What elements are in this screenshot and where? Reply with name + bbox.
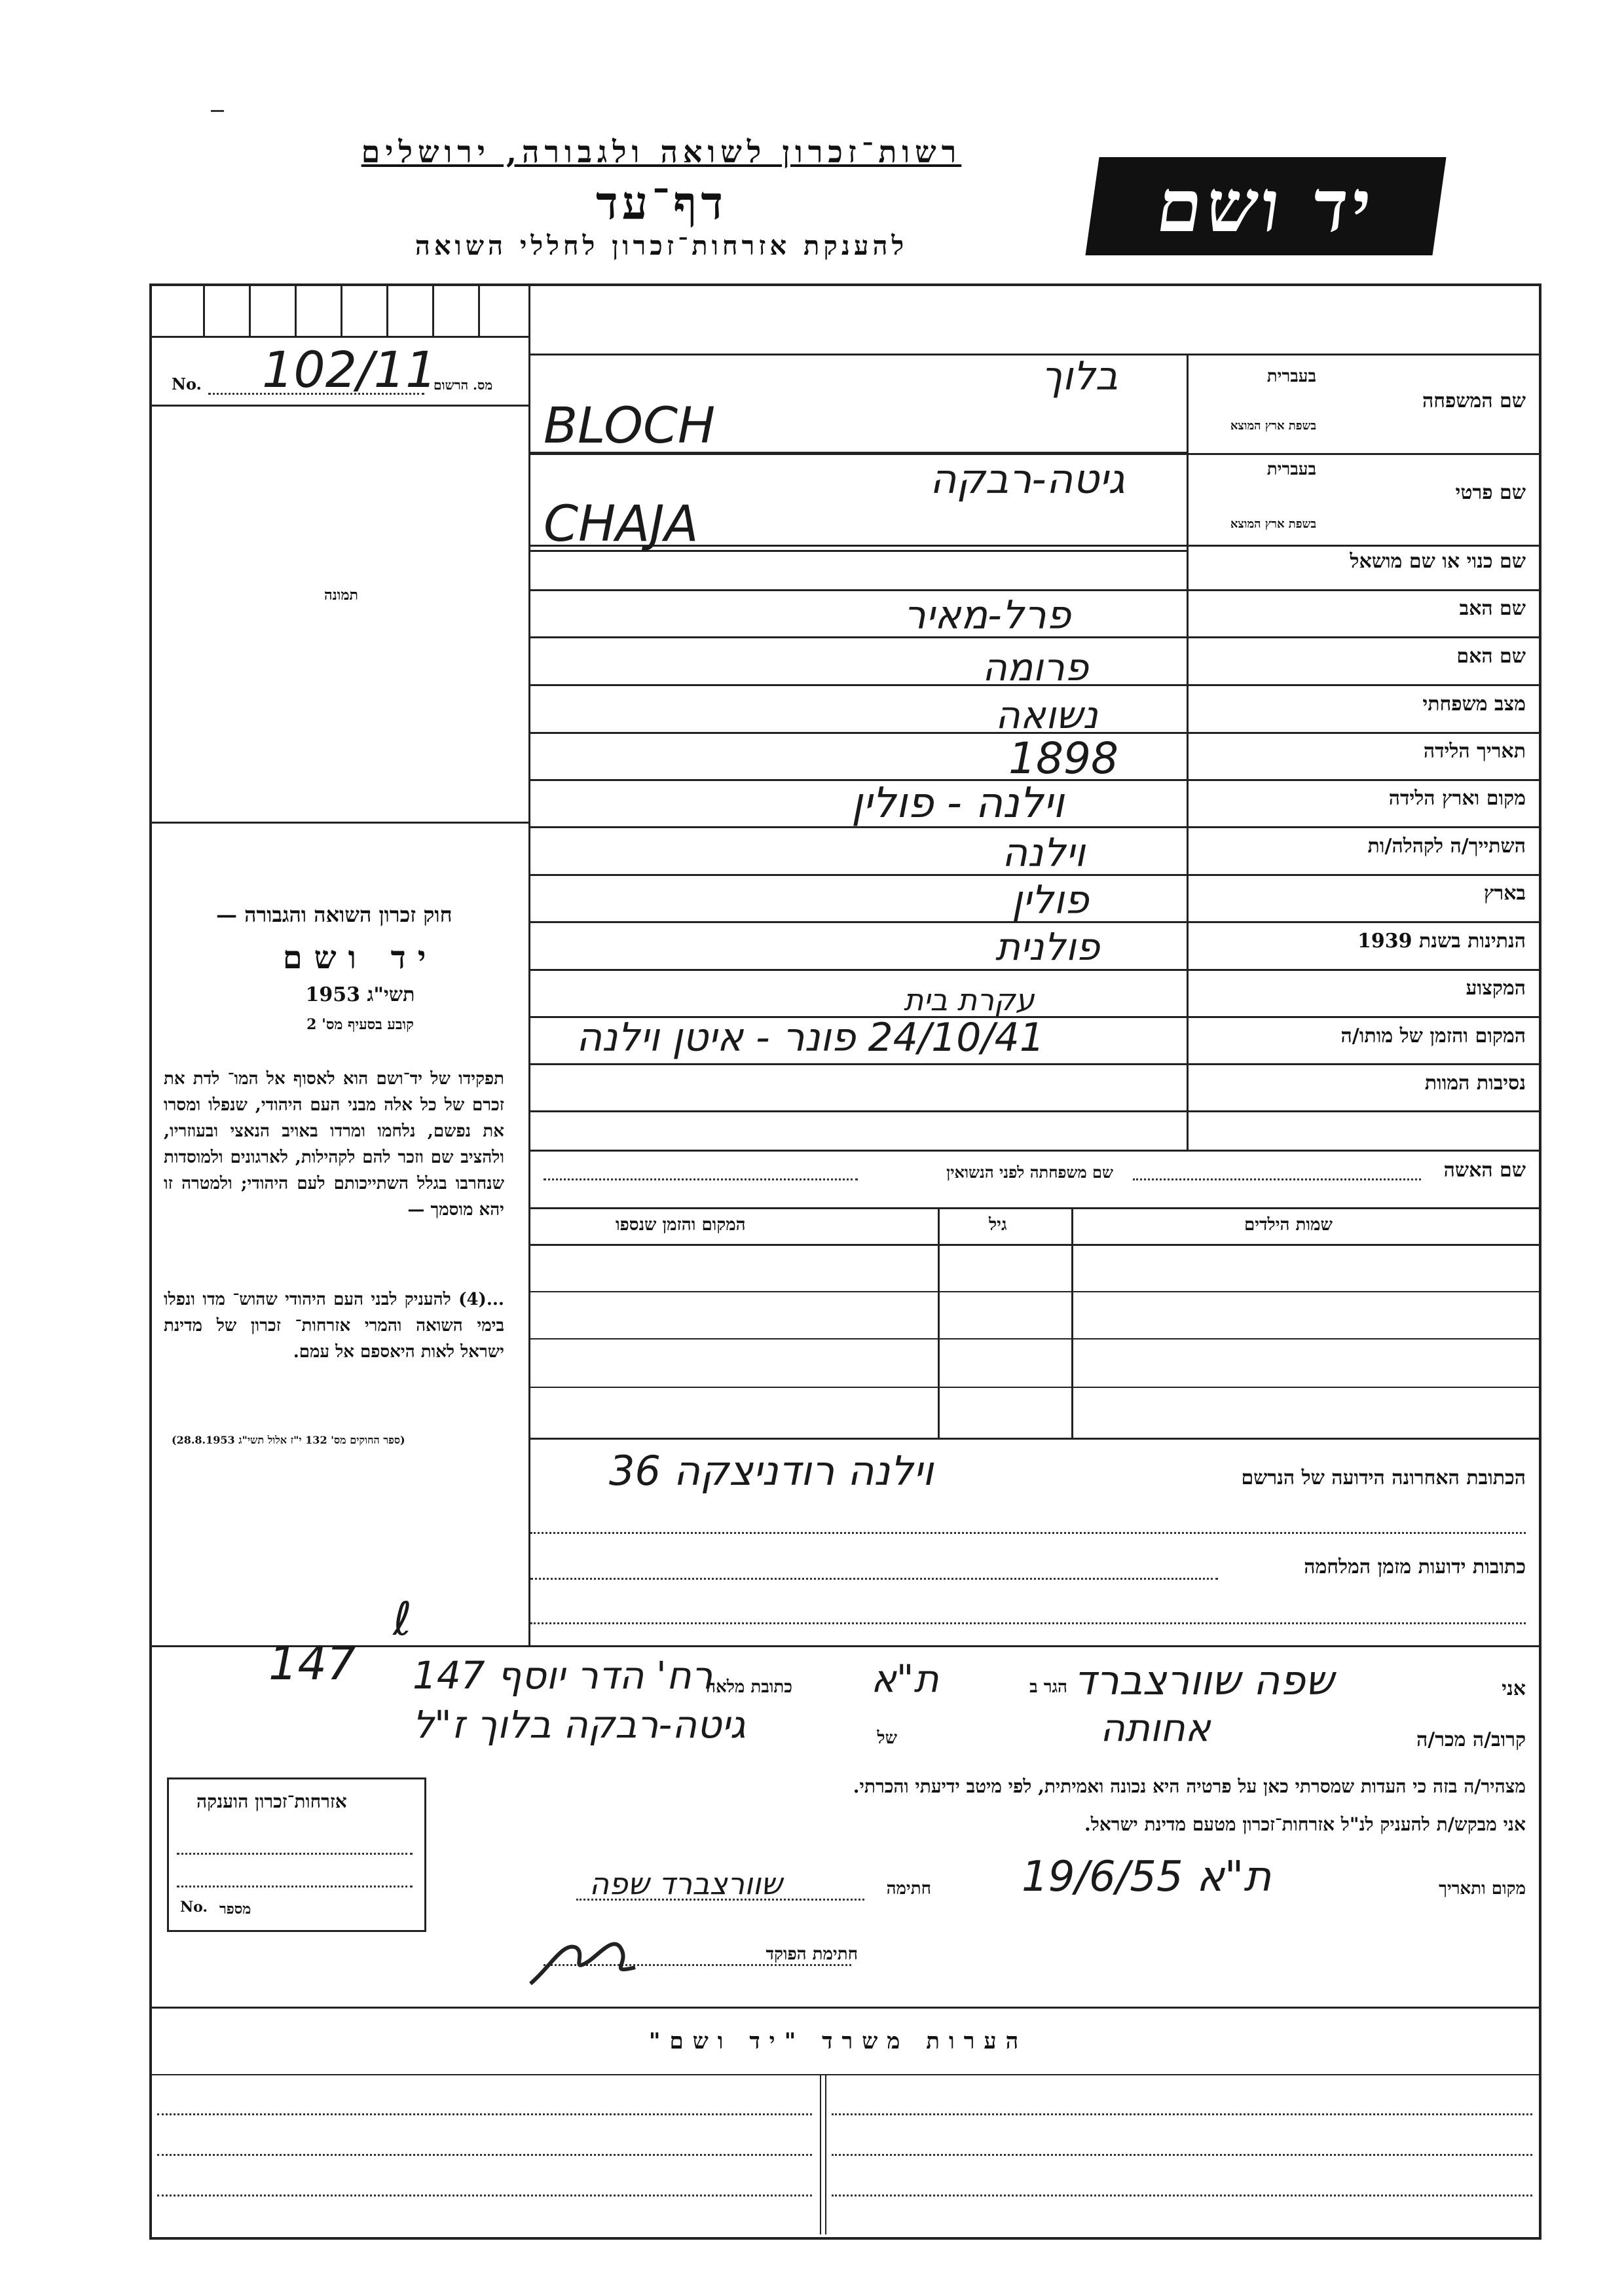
tick [478, 283, 480, 336]
birthplace-label: מקום וארץ הלידה [1388, 787, 1526, 810]
tick [341, 283, 342, 336]
citizenship-value: פולנית [995, 924, 1100, 969]
children-header-place: המקום והזמן שנספו [616, 1215, 746, 1235]
remarks-divider [820, 2074, 826, 2234]
children-row-line [528, 1338, 1539, 1339]
row-line [528, 1063, 1539, 1065]
relation-label: קרוב/ה מכר/ה [1416, 1728, 1526, 1751]
place-date-value: ת"א 19/6/55 [1022, 1853, 1272, 1901]
certificate-line-2 [177, 1886, 413, 1887]
certificate-title: אזרחות־זכרון הוענקה [196, 1791, 347, 1812]
maiden-line [544, 1178, 858, 1180]
resides-label: הגר ב [1029, 1677, 1067, 1697]
relation-value: אחותה [1100, 1705, 1211, 1750]
birthdate-label: תאריך הלידה [1423, 740, 1526, 763]
row-line [528, 1150, 1539, 1152]
tick [249, 283, 251, 336]
law-paragraph-2: ...(4) להעניק לבני העם היהודי שהוש־ מדו ונפלו בימי השואה והמרי אזרחות־ זכרון של מדינת ישראל לאות היאספם אל עמם. [164, 1290, 504, 1362]
birthdate-value: 1898 [1008, 733, 1118, 784]
check-mark: ℓ [393, 1592, 412, 1646]
i-value: שפה שוורצברד [1074, 1656, 1335, 1704]
profession-label: המקצוע [1466, 977, 1526, 1000]
country-label: בארץ [1483, 882, 1526, 905]
full-address-value: רח' הדר יוסף 147 [413, 1653, 713, 1698]
signature-line [576, 1899, 864, 1901]
surname-hebrew-value: בלוך [1041, 354, 1118, 399]
request-text: אני מבקש/ת להעניק לנ"ל אזרחות־זכרון מטעם מדינת ישראל. [1084, 1813, 1526, 1835]
remarks-row [157, 2154, 812, 2156]
death-label: המקום והזמן של מותו/ה [1340, 1025, 1526, 1048]
certificate-line [177, 1853, 413, 1855]
certificate-no-label: No. [180, 1899, 208, 1916]
row-line [528, 1110, 1539, 1112]
reg-number-value: 102/11 [262, 340, 437, 399]
row-line [528, 969, 1539, 971]
remarks-row [832, 2113, 1532, 2115]
tick [386, 283, 388, 336]
marital-label: מצב משפחתי [1422, 693, 1526, 716]
children-header-names: שמות הילדים [1244, 1215, 1333, 1235]
address-line [530, 1532, 1526, 1534]
firstname-hebrew-label: בעברית [1266, 460, 1316, 479]
firstname-label: שם פרטי [1455, 481, 1526, 504]
maiden-name-label: שם משפחתה לפני הנשואין [946, 1163, 1113, 1182]
row-line [528, 589, 1539, 591]
page-number-mark: 147 [268, 1637, 356, 1690]
officer-signature [524, 1922, 642, 1994]
officer-label: חתימת הפוקד [766, 1944, 858, 1964]
law-paragraph-1: תפקידו של יד־ושם הוא לאסוף אל המו־ לדת את זכרם של כל אלה מבני העם היהודי, שנפלו ומסרו את נפשם, נלחמו ומרדו באויב הנאצי ובעוזריו, ולהציב שם וזכר להם לקהילות, לארגונים ולמוסדות שנחרבו בגלל השתייכותם לעם היהודי; ולמטרה זו יהא מוסמך — [164, 1069, 504, 1220]
children-row-line [528, 1387, 1539, 1388]
law-name: יד ושם [282, 939, 438, 976]
full-address-label: כתובת מלאה [706, 1677, 792, 1697]
law-citation: (ספר החוקים מס' 132 י"ז אלול תשי"ג 28.8.1953) [172, 1434, 405, 1446]
law-year: תשי"ג 1953 [305, 983, 415, 1006]
declarant-top-line [149, 1645, 1539, 1647]
resides-value: ת"א [871, 1656, 939, 1701]
last-address-value: וילנה רודניצקה 36 [609, 1447, 934, 1495]
wife-label: שם האשה [1443, 1159, 1526, 1182]
place-date-label: מקום ותאריך [1439, 1879, 1526, 1899]
header-dash [211, 110, 224, 112]
law-title: חוק זכרון השואה והגבורה — [216, 902, 452, 927]
photo-label: תמונה [324, 587, 358, 604]
citizenship-label: הנתינות בשנת 1939 [1357, 930, 1526, 953]
children-header-age: גיל [989, 1215, 1007, 1235]
label-column-divider [1187, 354, 1189, 1150]
last-address-label: הכתובת האחרונה הידועה של הנרשם [1241, 1467, 1526, 1489]
children-col-divider [1071, 1207, 1073, 1438]
tick [295, 283, 297, 336]
remarks-top-line [149, 2007, 1539, 2009]
remarks-title: הערות משרד "יד ושם" [648, 2028, 1028, 2054]
community-value: וילנה [1002, 830, 1086, 876]
father-value: פרל-מאיר [904, 592, 1071, 638]
remarks-line [149, 2074, 1539, 2075]
cause-label: נסיבות המוות [1424, 1072, 1526, 1095]
birthplace-value: וילנה - פולין [851, 779, 1064, 828]
signature-label: חתימה [886, 1879, 931, 1899]
no-label: No. [172, 374, 202, 393]
children-col-divider [938, 1207, 940, 1438]
reg-label: מס. הרשום [434, 377, 493, 393]
surname-hebrew-label: בעברית [1266, 367, 1316, 386]
authority-title: רשות־זכרון לשואה ולגבורה, ירושלים [361, 134, 962, 170]
wartime-address-label: כתובות ידועות מזמן המלחמה [1304, 1556, 1526, 1578]
certificate-number-label: מספר [219, 1901, 251, 1918]
mother-label: שם האם [1456, 645, 1526, 668]
nickname-label: שם כנוי או שם מושאל [1350, 550, 1526, 573]
children-top-line [528, 1207, 1539, 1209]
photo-bottom-line [149, 822, 528, 824]
tick-base [149, 336, 528, 338]
children-bottom-line [528, 1438, 1539, 1440]
wartime-line-2 [530, 1622, 1526, 1624]
father-label: שם האב [1459, 597, 1526, 620]
tick [203, 283, 205, 336]
i-label: אני [1502, 1677, 1526, 1700]
community-label: השתייך/ה לקהלה/ות [1367, 835, 1526, 858]
profession-value: עקרת בית [904, 982, 1035, 1017]
top-strip-line [528, 354, 1539, 355]
yad-vashem-logo: יד ושם [1085, 157, 1446, 255]
remarks-row [157, 2195, 812, 2196]
photo-top-line [149, 405, 528, 407]
firstname-latin-value: CHAJA [544, 494, 699, 553]
left-column-divider [528, 283, 530, 1645]
form-subtitle: להענקת אזרחות־זכרון לחללי השואה [415, 230, 908, 261]
children-header-line [528, 1244, 1539, 1246]
wartime-line [530, 1578, 1218, 1580]
law-section: קובע בסעיף מס' 2 [306, 1016, 414, 1033]
surname-origin-label: בשפת ארץ המוצא [1230, 419, 1316, 433]
firstname-origin-label: בשפת ארץ המוצא [1230, 517, 1316, 531]
remarks-row [832, 2195, 1532, 2196]
form-title: דף־עד [595, 175, 727, 230]
death-value: 24/10/41 פונר - איטן וילנה [576, 1015, 1045, 1061]
country-value: פולין [1012, 877, 1089, 923]
surname-label: שם המשפחה [1422, 390, 1526, 412]
remarks-row [832, 2154, 1532, 2156]
remarks-row [157, 2113, 812, 2115]
marital-value: נשואה [995, 693, 1098, 737]
mother-value: פרומה [982, 645, 1089, 689]
signature-value: שוורצברד שפה [589, 1866, 783, 1901]
firstname-hebrew-value: גיטה-רבקה [930, 455, 1125, 503]
surname-latin-value: BLOCH [544, 396, 716, 454]
children-row-line [528, 1291, 1539, 1292]
tick [432, 283, 434, 336]
of-value: גיטה-רבקה בלוך ז"ל [413, 1702, 746, 1747]
wife-line [1133, 1178, 1421, 1180]
declare-text: מצהיר/ה בזה כי העדות שמסרתי כאן על פרטיה היא נכונה ואמיתית, לפי מיטב ידיעתי והכרתי. [853, 1776, 1526, 1797]
of-label: של [877, 1728, 897, 1748]
